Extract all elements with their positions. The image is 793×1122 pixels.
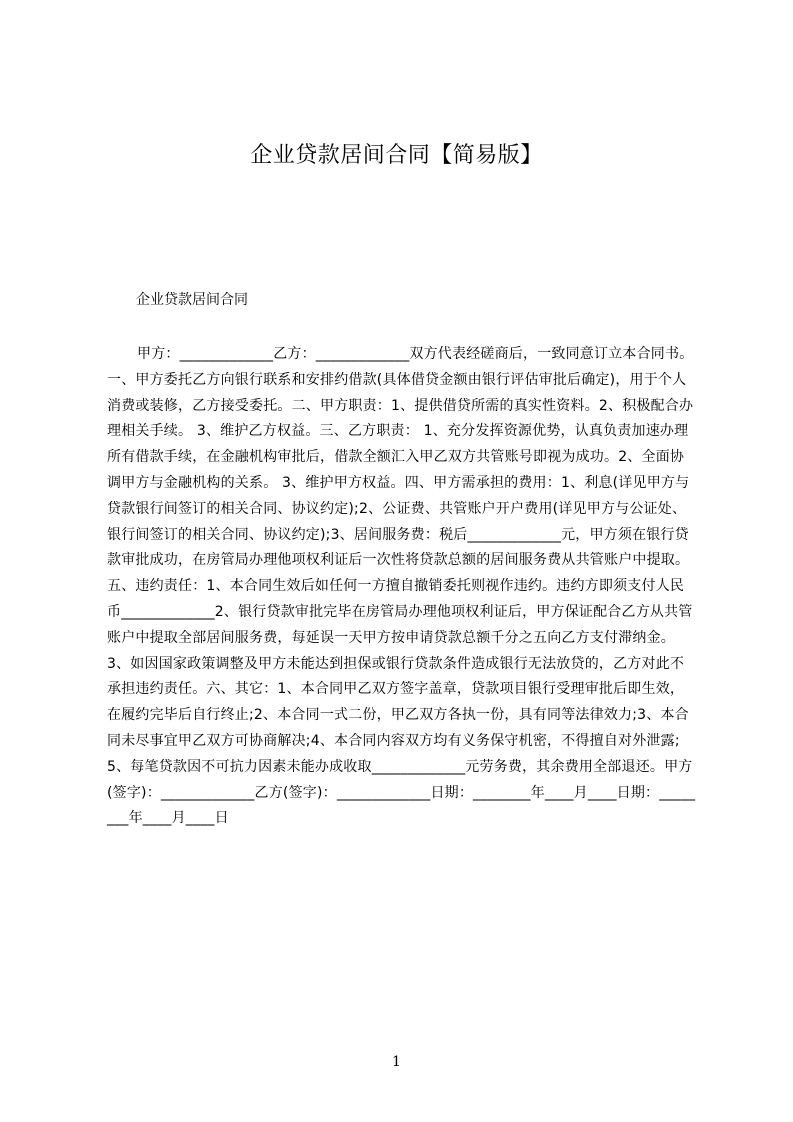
document-title: 企业贷款居间合同【简易版】 [250, 143, 543, 168]
document-subtitle: 企业贷款居间合同 [136, 292, 248, 308]
contract-body: 甲方：_____________乙方：_____________双方代表经磋商后，一致同意订立本合同书。一、甲方委托乙方向银行联系和安排约借款(具体借贷金额由银行评估审批后确定)，用于个人消费或装修，乙方接受委托。二、甲方职责：1、提供借贷所需的真实性资料。2、积极配合办理相关手续。 3、维护乙方权益。三、乙方职责： 1、充分发挥资源优势，认真负责加速办理所有借款手续，在金融机构审批后，借款全额汇入甲乙双方共管账号即视为成功。2、全面协调甲方与金融机构的关系。 3、维护甲方权益。四、甲方需承担的费用：1、利息(详见甲方与贷款银行间签订的相关合同、协议约定);2、公证费、共管账户开户费用(详见甲方与公证处、银行间签订的相关合同、协议约定);3、居间服务费：税后_____________元，甲方须在银行贷款审批成功，在房管局办理他项权利证后一次性将贷款总额的居间服务费从共管账户中提取。五、违约责任：1、本合同生效后如任何一方擅自撤销委托则视作违约。违约方即须支付人民币_____________2、银行贷款审批完毕在房管局办理他项权利证后，甲方保证配合乙方从共管账户中提取全部居间服务费，每延误一天甲方按申请贷款总额千分之五向乙方支付滞纳金。3、如因国家政策调整及甲方未能达到担保或银行贷款条件造成银行无法放贷的，乙方对此不承担违约责任。六、其它：1、本合同甲乙双方签字盖章，贷款项目银行受理审批后即生效，在履约完毕后自行终止;2、本合同一式二份，甲乙双方各执一份，具有同等法律效力;3、本合同未尽事宜甲乙双方可协商解决;4、本合同内容双方均有义务保守机密，不得擅自对外泄露;5、每笔贷款因不可抗力因素未能办成收取_____________元劳务费，其余费用全部退还。甲方(签字)：_____________乙方(签字)：_____________日期：________年____月____日期：________年____月____日 [107, 346, 696, 827]
page-number: 1 [392, 1054, 401, 1070]
